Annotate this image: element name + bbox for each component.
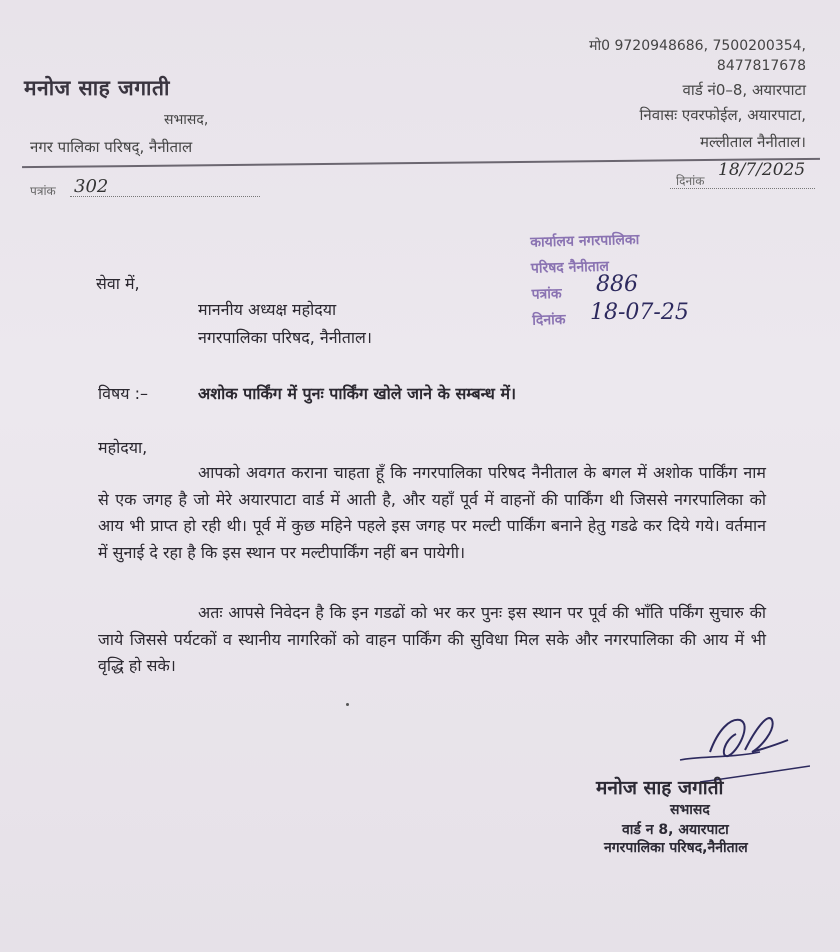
contact-ward: वार्ड नं0–8, अयारपाटा <box>682 81 806 99</box>
dinank-dotted-line <box>670 188 815 189</box>
stamp-line-1: कार्यालय नगरपालिका <box>530 231 640 251</box>
addressee-line-2: नगरपालिका परिषद, नैनीताल। <box>198 328 372 347</box>
signature-stamp-role: सभासद <box>670 802 710 818</box>
patrank-value: 302 <box>74 176 109 197</box>
stamp-dinank-handwritten: 18-07-25 <box>590 300 689 325</box>
patrank-label: पत्रांक <box>30 184 56 198</box>
ink-dot <box>346 703 349 706</box>
stamp-line-2: परिषद नैनीताल <box>530 258 610 277</box>
addressee-line-1: माननीय अध्यक्ष महोदया <box>198 300 337 319</box>
patrank-dotted-line <box>70 196 260 197</box>
contact-phone-2: 8477817678 <box>716 58 806 74</box>
sender-name: मनोज साह जगाती <box>24 76 170 100</box>
signature-stamp-name: मनोज साह जगाती <box>596 777 724 799</box>
subject-text: अशोक पार्किंग में पुनः पार्किंग खोले जाने के सम्बन्ध में। <box>198 384 517 403</box>
stamp-line-4: दिनांक <box>532 311 566 329</box>
stamp-patrank-handwritten: 886 <box>596 272 638 297</box>
contact-city: मल्लीताल नैनीताल। <box>700 133 806 151</box>
greeting: महोदया, <box>98 438 148 457</box>
letterhead-divider <box>22 158 820 168</box>
stamp-line-3: पत्रांक <box>531 285 562 303</box>
sender-org: नगर पालिका परिषद्, नैनीताल <box>30 138 193 156</box>
contact-phone-1: मो0 9720948686, 7500200354, <box>589 38 806 54</box>
subject-label: विषय :– <box>98 384 149 403</box>
signature-stamp-ward: वार्ड न 8, अयारपाटा <box>622 822 729 838</box>
contact-residence: निवासः एवरफोईल, अयारपाटा, <box>639 106 806 124</box>
dinank-value: 18/7/2025 <box>718 160 806 180</box>
sender-role: सभासद, <box>164 112 209 128</box>
body-paragraph-2: अतः आपसे निवेदन है कि इन गडढों को भर कर पुनः इस स्थान पर पूर्व की भाँति पर्किंग सुचारु की जाये जिससे पर्यटकों व स्थानीय नागरिकों को वाहन पार्किंग की सुविधा मिल सके और नगरपालिका की आय में भी वृद्धि हो सके। <box>98 603 766 675</box>
dinank-label: दिनांक <box>676 174 705 188</box>
salutation: सेवा में, <box>96 274 140 293</box>
signature-stamp-org: नगरपालिका परिषद,नैनीताल <box>604 840 748 856</box>
body-paragraph-1: आपको अवगत कराना चाहता हूँ कि नगरपालिका परिषद नैनीताल के बगल में अशोक पार्किंग नाम से एक जगह है जो मेरे अयारपाटा वार्ड में आती है, और यहाँ पूर्व में वाहनों की पार्किंग थी जिससे नगरपालिका को आय भी प्राप्त हो रही थी। पूर्व में कुछ महिने पहले इस जगह पर मल्टी पार्किंग बनाने हेतु गडढे कर दिये गये। वर्तमान में सुनाई दे रहा है कि इस स्थान पर मल्टीपार्किंग नहीं बन पायेगी। <box>98 463 766 562</box>
